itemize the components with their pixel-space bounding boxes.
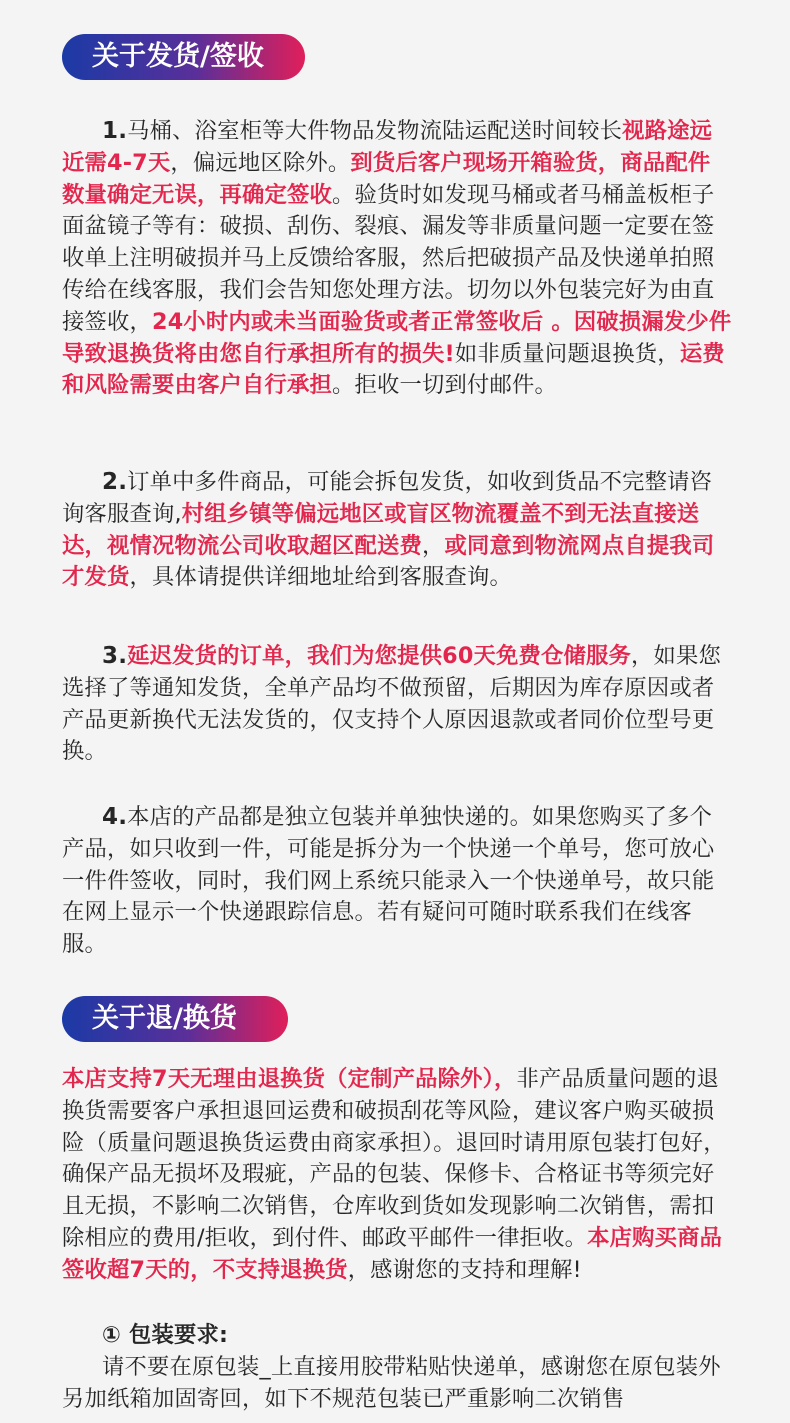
highlight-text: 或同意到物流网点自提我司才发货 bbox=[62, 532, 715, 591]
shipping-item-2 bbox=[62, 467, 732, 594]
text: 本店的产品都是独立包装并单独快递的。如果您购买了多个产品，如只收到一件，可能是拆分为一个快递一个单号，您可放心一件件签收，同时，我们网上系统只能录入一个快递单号，故只能在网上显示一个快递跟踪信息。若有疑问可随时联系我们在线客服。 bbox=[62, 804, 715, 958]
packaging-text: 请不要在原包装_上直接用胶带粘贴快递单，感谢您在原包装外另加纸箱加固寄回，如下不规范包装已严重影响二次销售 bbox=[62, 1354, 721, 1412]
item-number: 3. bbox=[102, 643, 128, 669]
packaging-label: ① 包装要求: bbox=[102, 1322, 229, 1348]
item-number: 1. bbox=[102, 118, 128, 144]
item-number: 4. bbox=[102, 804, 128, 830]
shipping-item-1 bbox=[62, 116, 732, 402]
text: 非产品质量问题的退换货需要客户承担退回运费和破损刮花等风险，建议客户购买破损险（质量问题退换货运费由商家承担）。退回时请用原包装打包好，确保产品无损坏及瑕疵，产品的包装、保修卡、合格证书等须完好且无损，不影响二次销售，仓库收到货如发现影响二次销售，需扣除相应的费用/拒收，到付件、邮政平邮件一律拒收。 bbox=[62, 1066, 726, 1251]
highlight-text: 24小时内或未当面验货或者正常签收后 。因破损漏发少件导致退换货将由您自行承担所有的损失! bbox=[62, 308, 732, 367]
shipping-heading: 关于发货/签收 bbox=[62, 34, 305, 80]
text: ，如果您选择了等通知发货，全单产品均不做预留，后期因为库存原因或者产品更新换代无法发货的，仅支持个人原因退款或者同价位型号更换。 bbox=[62, 643, 722, 765]
text: 如非质量问题退换货， bbox=[454, 340, 680, 367]
shipping-item-3 bbox=[62, 641, 732, 768]
highlight-text: 村组乡镇等偏远地区或盲区物流覆盖不到无法直接送达，视情况物流公司收取超区配送费 bbox=[62, 500, 700, 559]
highlight-text: 到货后客户现场开箱验货，商品配件数量确定无误，再确定签收 bbox=[62, 149, 711, 208]
item-number: 2. bbox=[102, 469, 128, 495]
text: 。拒收一切到付邮件。 bbox=[331, 372, 557, 399]
highlight-text: 延迟发货的订单，我们为您提供60天免费仓储服务 bbox=[127, 643, 632, 669]
returns-heading: 关于退/换货 bbox=[62, 996, 288, 1042]
text: ，具体请提供详细地址给到客服查询。 bbox=[129, 564, 512, 591]
highlight-text: 本店购买商品签收超7天的，不支持退换货 bbox=[62, 1224, 723, 1283]
text: 订单中多件商品，可能会拆包发货，如收到货品不完整请咨询客服查询, bbox=[62, 469, 713, 527]
returns-policy bbox=[62, 1064, 732, 1287]
text: 马桶、浴室柜等大件物品发物流陆运配送时间较长 bbox=[127, 118, 623, 144]
text: ， bbox=[421, 532, 445, 559]
highlight-text: 运费和风险需要由客户自行承担 bbox=[62, 340, 725, 399]
text: ，偏远地区除外。 bbox=[170, 149, 351, 176]
text: ，感谢您的支持和理解! bbox=[347, 1256, 582, 1283]
highlight-text: 本店支持7天无理由退换货（定制产品除外）， bbox=[62, 1066, 517, 1092]
shipping-item-4 bbox=[62, 802, 732, 961]
text: 。验货时如发现马桶或者马桶盖板柜子面盆镜子等有：破损、刮伤、裂痕、漏发等非质量问题一定要在签收单上注明破损并马上反馈给客服，然后把破损产品及快递单拍照传给在线客服，我们会告知您处理方法。切勿以外包装完好为由直接签收， bbox=[62, 181, 715, 335]
highlight-text: 视路途远近需4-7天 bbox=[62, 118, 713, 176]
